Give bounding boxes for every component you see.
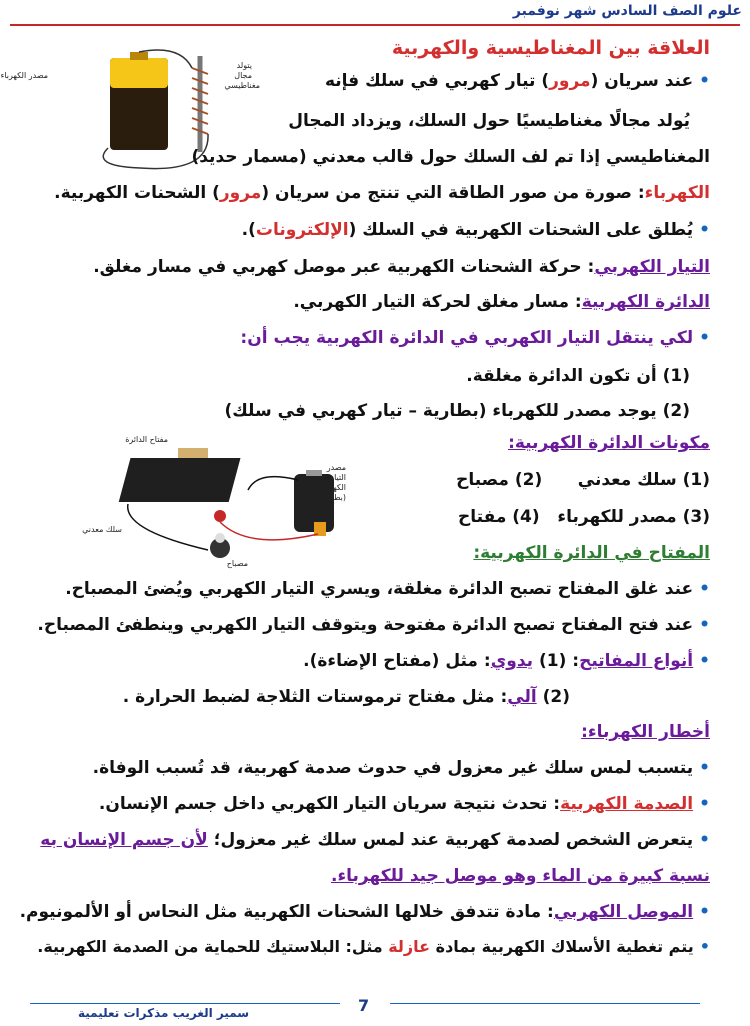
switch-base [119,458,241,502]
footer-divider-right [390,1003,700,1004]
term-shock: الصدمة الكهربية [560,794,694,814]
components-row-2: (3) مصدر للكهرباء (4) مفتاح [458,507,710,527]
page-header [0,0,750,30]
fig2-label-source-4: (بطارية) [318,493,346,502]
insulation-line: •يتم تغطية الأسلاك الكهربية بمادة عازلة مثل: البلاستيك للحماية من الصدمة الكهربية. [37,937,710,956]
danger-shock: •الصدمة الكهربية: تحدث نتيجة سريان التيار الكهربي داخل جسم الإنسان. [98,794,710,814]
fig1-label-source: مصدر الكهرباء [0,71,48,80]
fig2-label-source-1: مصدر [326,463,346,472]
wire-black [128,504,208,550]
p1-line2: يُولد مجالًا مغناطيسيًا حول السلك، ويزداد المجال [288,111,690,131]
switch-open-line: •عند فتح المفتاح تصبح الدائرة مفتوحة ويتوقف التيار الكهربي وينطفئ المصباح. [37,615,710,635]
conditions-heading: •لكي ينتقل التيار الكهربي في الدائرة الكهربية يجب أن: [240,328,710,348]
fig2-label-switch: مفتاح الدائرة [125,435,168,444]
danger-3: •يتعرض الشخص لصدمة كهربية عند لمس سلك غير معزول؛ لأن جسم الإنسان به [40,830,710,850]
term-conductor: الموصل الكهربي [553,902,694,922]
switch-heading: المفتاح في الدائرة الكهربية: [473,543,710,563]
danger-1: •يتسبب لمس سلك غير معزول في حدوث صدمة كهربية، قد تُسبب الوفاة. [92,758,710,778]
conductor-def: •الموصل الكهربي: مادة تتدفق خلالها الشحنات الكهربية مثل النحاس أو الألمونيوم. [19,902,710,922]
term-circuit: الدائرة الكهربية [581,292,710,312]
switch-types-auto: (2) آلي: مثل مفتاح ترموستات الثلاجة لضبط الحرارة . [122,687,570,707]
term-current: التيار الكهربي [594,257,710,277]
condition-1: (1) أن تكون الدائرة مغلقة. [466,366,690,386]
fig2-label-wire: سلك معدني [82,525,122,534]
danger-3-cont: نسبة كبيرة من الماء وهو موصل جيد للكهرباء. [331,866,710,886]
circuit-def: الدائرة الكهربية: مسار مغلق لحركة التيار الكهربي. [293,292,710,312]
battery-terminal [130,52,148,60]
p1-line3: المغناطيسي إذا تم لف السلك حول قالب معدني (مسمار حديد) [191,147,710,167]
battery-top [110,58,168,88]
page-number: 7 [358,996,370,1015]
components-row-1: (1) سلك معدني (2) مصباح [456,470,710,490]
battery-cap [306,470,322,476]
lamp-bulb [215,533,225,543]
electrons-line: •يُطلق على الشحنات الكهربية في السلك (الإلكترونات). [241,220,710,240]
header-title: علوم الصف السادس شهر نوفمبر [512,3,742,19]
condition-2: (2) يوجد مصدر للكهرباء (بطارية – تيار كهربي في سلك) [224,401,690,421]
switch-types-line: •أنواع المفاتيح: (1) يدوي: مثل (مفتاح الإضاءة). [303,651,710,671]
circuit-figure [82,430,388,570]
current-def: التيار الكهربي: حركة الشحنات الكهربية عبر موصل كهربي في مسار مغلق. [93,257,710,277]
terminal [214,510,226,522]
switch-knife [178,448,208,458]
fig1-label-1: يتولد [236,61,252,70]
fig2-label-lamp: مصباح [226,559,248,568]
bullet: • [699,71,710,91]
components-heading: مكونات الدائرة الكهربية: [508,433,710,453]
footer-author: سمير الغريب مذكرات تعليمية [78,1006,250,1020]
fig1-label-3: مغناطيسي [224,81,260,90]
wire-black-2 [248,477,298,490]
dangers-heading: أخطار الكهرباء: [581,722,710,742]
term-electricity: الكهرباء [644,183,710,203]
fig2-label-source-2: التيار [330,473,346,482]
fig2-label-source-3: الكهربي [319,483,346,492]
footer-divider-left [30,1003,340,1004]
electricity-def: الكهرباء: صورة من صور الطاقة التي تنتج من سريان (مرور) الشحنات الكهربية. [54,183,710,203]
section-title: العلاقة بين المغناطيسية والكهربية [391,37,710,59]
switch-close-line: •عند غلق المفتاح تصبح الدائرة مغلقة، ويسري التيار الكهربي ويُضئ المصباح. [65,579,710,599]
fig1-label-2: مجال [234,71,252,80]
header-divider [10,24,740,26]
term-switch-types: أنواع المفاتيح [579,651,694,671]
p1-line1: •عند سريان (مرور) تيار كهربي في سلك فإنه [324,71,710,91]
